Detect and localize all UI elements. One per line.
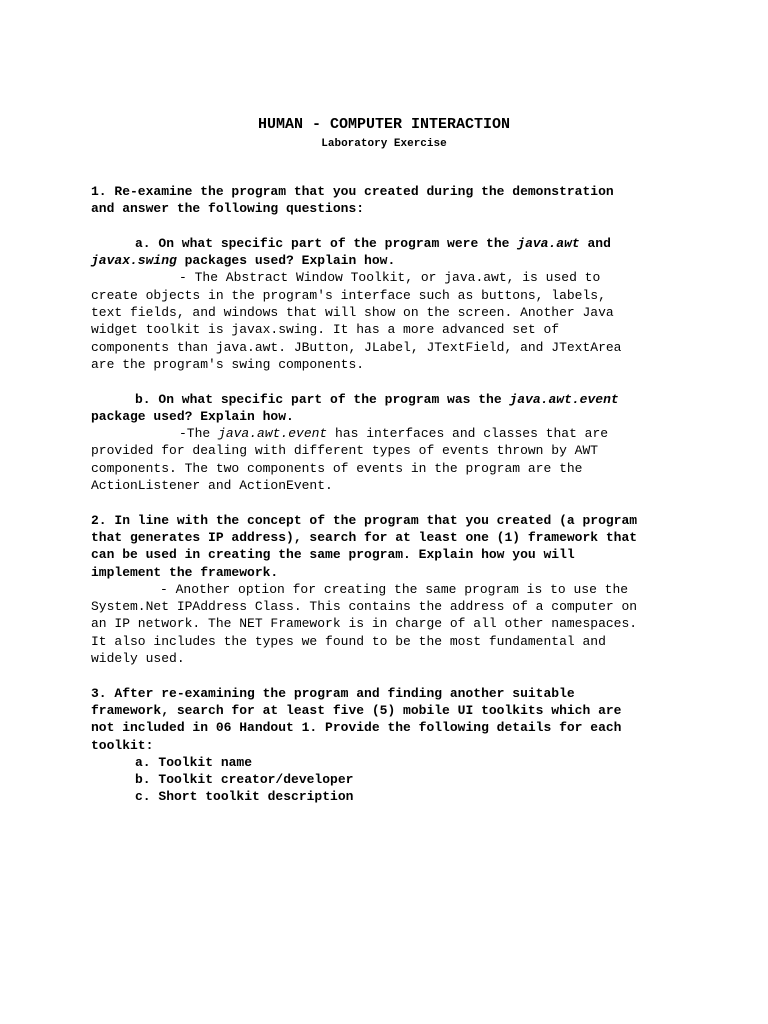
q2-line-3: can be used in creating the same program. Explain how you will: [91, 547, 575, 563]
document-title: HUMAN - COMPUTER INTERACTION: [257, 116, 511, 133]
q1a-answer-line-6: are the program's swing components.: [91, 356, 365, 372]
q3-line-1: 3. After re-examining the program and finding another suitable: [91, 685, 575, 701]
q2-answer-line-5: widely used.: [91, 651, 185, 667]
q1b-answer-line-1: -The java.awt.event has interfaces and classes that are: [179, 426, 609, 442]
document-subtitle: Laboratory Exercise: [321, 138, 447, 150]
q2-answer-line-2: System.Net IPAddress Class. This contains the address of a computer on: [91, 599, 638, 615]
q3-line-3: not included in 06 Handout 1. Provide the following details for each: [91, 720, 622, 736]
q1a-line-1: a. On what specific part of the program were the java.awt and: [135, 235, 611, 251]
q2-line-1: 2. In line with the concept of the program that you created (a program: [91, 512, 638, 528]
q2-answer-line-3: an IP network. The NET Framework is in charge of all other namespaces.: [91, 616, 638, 632]
q1b-line-2: package used? Explain how.: [91, 408, 294, 424]
q1a-answer-line-1: - The Abstract Window Toolkit, or java.awt, is used to: [179, 270, 601, 286]
q1b-answer-line-4: ActionListener and ActionEvent.: [91, 478, 333, 494]
q1b-answer-line-2: provided for dealing with different types of events thrown by AWT: [91, 443, 599, 459]
q1a-answer-line-3: text fields, and windows that will show on the screen. Another Java: [91, 305, 614, 321]
q1b-line-1: b. On what specific part of the program was the java.awt.event: [135, 391, 619, 407]
q1-line-1: 1. Re-examine the program that you created during the demonstration: [91, 184, 614, 199]
q3-item-b: b. Toolkit creator/developer: [135, 772, 354, 788]
q2-line-4: implement the framework.: [91, 564, 279, 580]
document-body: [91, 183, 691, 806]
q3-line-2: framework, search for at least five (5) mobile UI toolkits which are: [91, 702, 622, 718]
q1a-answer-line-4: widget toolkit is javax.swing. It has a more advanced set of: [91, 322, 560, 338]
q2-line-2: that generates IP address), search for at least one (1) framework that: [91, 529, 638, 545]
q2-answer-line-4: It also includes the types we found to be the most fundamental and: [91, 633, 606, 649]
q1-line-2: and answer the following questions:: [91, 201, 365, 217]
q1b-answer-line-3: components. The two components of events in the program are the: [91, 460, 583, 476]
q1a-line-2: javax.swing packages used? Explain how.: [91, 253, 396, 269]
q3-item-c: c. Short toolkit description: [135, 789, 354, 805]
q3-item-a: a. Toolkit name: [135, 754, 253, 770]
q3-line-4: toolkit:: [91, 737, 154, 753]
q2-answer-line-1: - Another option for creating the same program is to use the: [160, 581, 629, 597]
q1a-answer-line-2: create objects in the program's interface such as buttons, labels,: [91, 287, 606, 303]
q1a-answer-line-5: components than java.awt. JButton, JLabel, JTextField, and JTextArea: [91, 339, 622, 355]
